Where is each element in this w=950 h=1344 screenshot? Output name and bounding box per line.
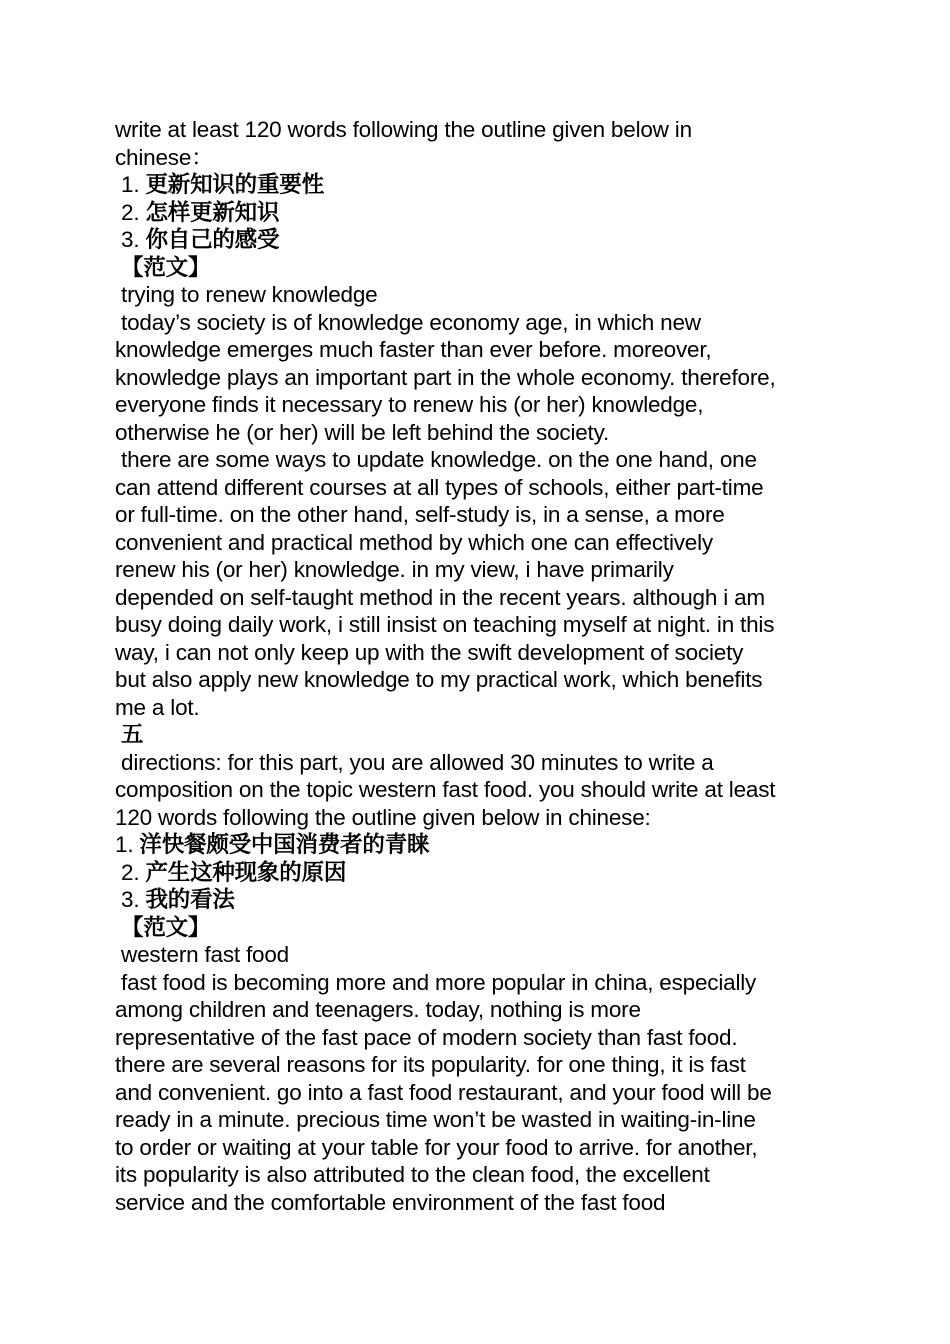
text-line [115,639,840,667]
heading-text: 【范文】 [115,914,211,940]
body-text: 120 words following the outline given below in chinese: [115,804,651,830]
heading-text: 五 [115,722,144,747]
text-line [115,996,840,1024]
text-line [115,419,840,447]
body-text: depended on self-taught method in the recent years. although i am [115,584,765,610]
heading-text: 洋快餐颇受中国消费者的青睐 [139,832,430,857]
body-text: representative of the fast pace of modern society than fast food. [115,1024,738,1050]
body-text: and convenient. go into a fast food restaurant, and your food will be [115,1079,772,1105]
body-text: but also apply new knowledge to my practical work, which benefits [115,667,763,692]
body-text: knowledge emerges much faster than ever before. moreover, [115,337,712,362]
text-line [115,1134,840,1162]
text-line [115,831,840,859]
list-number: 3. [115,227,146,252]
body-text: ready in a minute. precious time won’t be wasted in waiting-in-line [115,1107,756,1132]
text-line [115,226,840,254]
body-text: its popularity is also attributed to the clean food, the excellent [115,1162,710,1187]
text-line [115,694,840,722]
text-line [115,1051,840,1079]
text-line [115,1189,840,1217]
body-text: busy doing daily work, i still insist on teaching myself at night. in this [115,612,775,637]
text-line [115,529,840,557]
body-text: trying to renew knowledge [115,282,378,307]
document-page [115,116,840,1216]
text-line [115,254,840,282]
heading-text: 产生这种现象的原因 [145,859,347,885]
body-text: composition on the topic western fast food. you should write at least [115,777,776,802]
text-line [115,446,840,474]
text-line [115,171,840,199]
text-line [115,749,840,777]
body-text: chinese： [115,144,214,170]
list-number: 1. [115,832,140,857]
list-number: 2. [115,859,146,885]
body-text: or full-time. on the other hand, self-study is, in a sense, a more [115,502,725,527]
body-text: can attend different courses at all types of schools, either part-time [115,474,764,500]
text-line [115,391,840,419]
body-text: to order or waiting at your table for your food to arrive. for another, [115,1134,758,1160]
text-line [115,336,840,364]
text-line [115,144,840,172]
text-line [115,611,840,639]
body-text: me a lot. [115,694,200,720]
text-line [115,199,840,227]
body-text: way, i can not only keep up with the swift development of society [115,639,744,665]
text-line [115,584,840,612]
body-text: among children and teenagers. today, nothing is more [115,997,641,1022]
text-line [115,1024,840,1052]
body-text: directions: for this part, you are allowed 30 minutes to write a [115,749,714,775]
body-text: convenient and practical method by which one can effectively [115,529,713,555]
text-line [115,969,840,997]
body-text: everyone finds it necessary to renew his (or her) knowledge, [115,392,704,417]
text-line [115,666,840,694]
text-line [115,1161,840,1189]
body-text: renew his (or her) knowledge. in my view, i have primarily [115,557,674,582]
body-text: knowledge plays an important part in the whole economy. therefore, [115,364,776,390]
list-number: 2. [115,199,146,225]
text-line [115,914,840,942]
body-text: today’s society is of knowledge economy age, in which new [115,309,701,335]
text-line [115,556,840,584]
list-number: 1. [115,172,146,197]
text-line [115,364,840,392]
text-line [115,309,840,337]
body-text: service and the comfortable environment of the fast food [115,1189,666,1215]
body-text: western fast food [115,942,289,967]
body-text: fast food is becoming more and more popular in china, especially [115,969,757,995]
text-line [115,281,840,309]
heading-text: 我的看法 [145,887,235,912]
text-line [115,859,840,887]
text-line [115,116,840,144]
heading-text: 怎样更新知识 [145,199,280,225]
text-line [115,1106,840,1134]
body-text: there are several reasons for its popularity. for one thing, it is fast [115,1052,746,1077]
text-line [115,886,840,914]
text-line [115,501,840,529]
list-number: 3. [115,887,146,912]
text-line [115,474,840,502]
heading-text: 你自己的感受 [145,227,280,252]
text-line [115,1079,840,1107]
heading-text: 更新知识的重要性 [145,172,324,197]
heading-text: 【范文】 [115,254,211,280]
text-line [115,721,840,749]
text-line [115,941,840,969]
text-line [115,804,840,832]
body-text: write at least 120 words following the outline given below in [115,117,692,142]
body-text: otherwise he (or her) will be left behind the society. [115,419,610,445]
text-line [115,776,840,804]
body-text: there are some ways to update knowledge. on the one hand, one [115,447,757,472]
